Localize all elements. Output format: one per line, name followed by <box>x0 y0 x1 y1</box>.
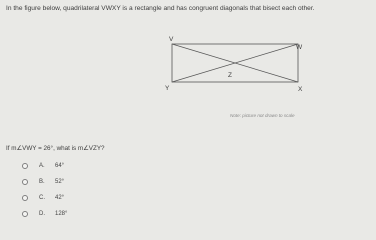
vertex-label-w: W <box>296 44 303 51</box>
choice-value: 128° <box>55 211 68 217</box>
vertex-label-v: V <box>169 36 174 43</box>
choice-value: 42° <box>55 195 65 201</box>
choice-letter: C. <box>39 195 45 201</box>
choice-value: 64° <box>55 163 65 169</box>
choice-letter: A. <box>39 163 45 169</box>
rectangle-figure <box>160 38 310 98</box>
radio-button[interactable] <box>22 195 28 201</box>
choice-letter: D. <box>39 211 45 217</box>
rectangle-diagram <box>160 38 310 98</box>
choice-d[interactable] <box>22 208 67 220</box>
scale-note: Note: picture not drawn to scale <box>230 113 295 118</box>
choice-value: 52° <box>55 179 65 185</box>
choice-c[interactable] <box>22 192 64 204</box>
radio-button[interactable] <box>22 211 28 217</box>
vertex-label-y: Y <box>165 85 170 92</box>
choice-letter: B. <box>39 179 45 185</box>
problem-prompt: In the figure below, quadrilateral VWXY is a rectangle and has congruent diagonals that bisect each other. <box>6 5 315 12</box>
vertex-label-x: X <box>298 86 303 93</box>
question-text: If m∠VWY = 26°, what is m∠VZY? <box>6 145 105 152</box>
radio-button[interactable] <box>22 179 28 185</box>
radio-button[interactable] <box>22 163 28 169</box>
choice-b[interactable] <box>22 176 64 188</box>
choice-a[interactable] <box>22 160 64 172</box>
center-label-z: Z <box>228 72 232 79</box>
